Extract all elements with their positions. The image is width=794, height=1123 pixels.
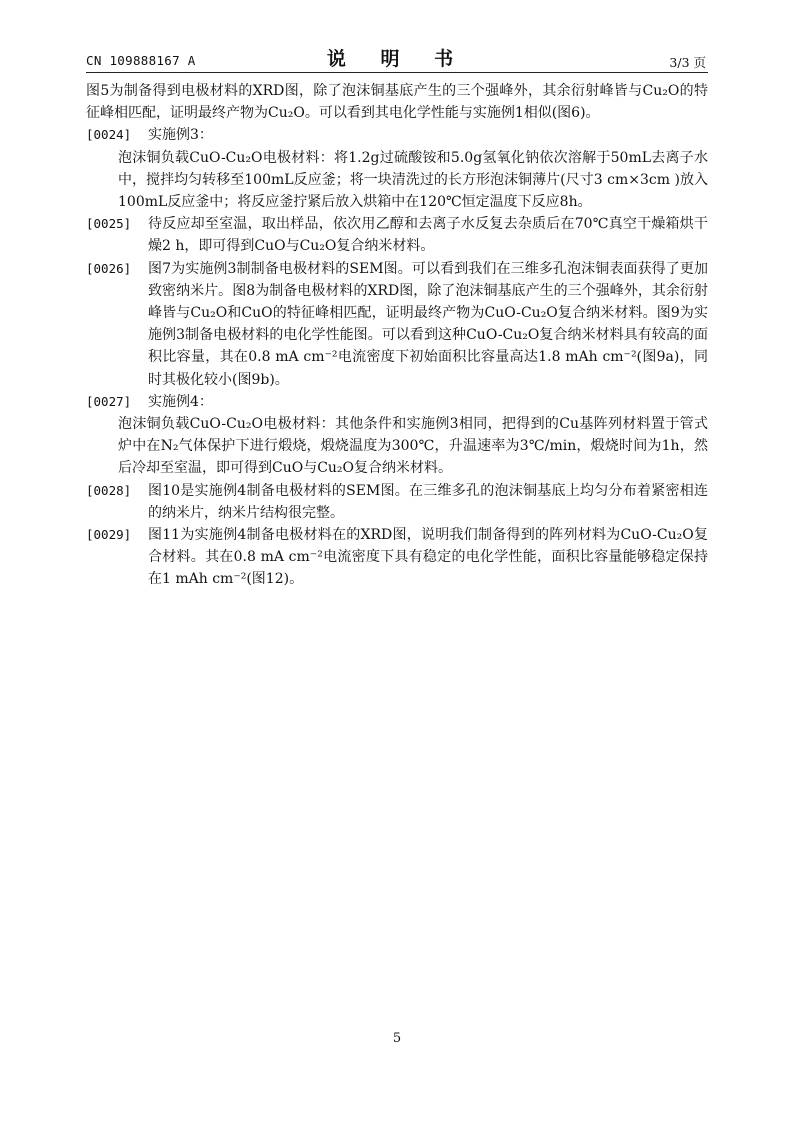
example-4-heading: 实施例4：: [148, 393, 213, 410]
example-3-text: 泡沫铜负载CuO-Cu₂O电极材料：将1.2g过硫酸铵和5.0g氢氧化钠依次溶解于50mL去离子水中，搅拌均匀转移至100mL反应釜；将一块清洗过的长方形泡沫铜薄片(尺寸3 cm×3cm )放入100mL反应釜中；将反应釜拧紧后放入烘箱中在120℃恒定温度下反应8h。: [118, 149, 708, 211]
paragraph-tag: [0029]: [86, 527, 132, 543]
paragraph-text: 待反应却至室温，取出样品，依次用乙醇和去离子水反复去杂质后在70℃真空干燥箱烘干燥2 h，即可得到CuO与Cu₂O复合纳米材料。: [148, 216, 708, 255]
paragraph-intro: 图5为制备得到电极材料的XRD图，除了泡沫铜基底产生的三个强峰外，其余衍射峰皆与Cu₂O的特征峰相匹配，证明最终产物为Cu₂O。可以看到其电化学性能与实施例1相似(图6)。: [86, 83, 708, 122]
paragraph-0025: [86, 213, 708, 257]
patent-number: CN 109888167 A: [86, 53, 196, 68]
paragraph-text: 图10是实施例4制备电极材料的SEM图。在三维多孔的泡沫铜基底上均匀分布着紧密相连的纳米片，纳米片结构很完整。: [148, 482, 708, 521]
description-body: [86, 80, 708, 591]
page-indicator: 3/3 页: [669, 55, 706, 70]
paragraph-text: 图7为实施例3制制备电极材料的SEM图。可以看到我们在三维多孔泡沫铜表面获得了更加致密纳米片。图8为制备电极材料的XRD图，除了泡沫铜基底产生的三个强峰外，其余衍射峰皆与Cu₂O和CuO的特征峰相匹配，证明最终产物为CuO-Cu₂O复合纳米材料。图9为实施例3制备电极材料的电化学性能图。可以看到这种CuO-Cu₂O复合纳米材料具有较高的面积比容量，其在0.8 mA cm⁻²电流密度下初始面积比容量高达1.8 mAh cm⁻²(图9a)，同时其极化较小(图9b)。: [148, 260, 708, 388]
paragraph-tag: [0027]: [86, 393, 132, 409]
page-number: 5: [392, 1031, 402, 1046]
paragraph-0028: [86, 480, 708, 524]
paragraph-tag: [0025]: [86, 216, 132, 232]
header-divider: [86, 72, 708, 73]
paragraph-0026: [86, 258, 708, 391]
paragraph-tag: [0028]: [86, 482, 132, 498]
example-4-text: 泡沫铜负载CuO-Cu₂O电极材料：其他条件和实施例3相同，把得到的Cu基阵列材料置于管式炉中在N₂气体保护下进行煅烧，煅烧温度为300℃，升温速率为3℃/min，煅烧时间为1h，然后冷却至室温，即可得到CuO与Cu₂O复合纳米材料。: [118, 416, 708, 477]
paragraph-tag: [0024]: [86, 127, 132, 143]
example-3-heading: 实施例3：: [148, 127, 213, 144]
page-title: 说 明 书: [326, 48, 468, 70]
paragraph-0029: [86, 524, 708, 591]
paragraph-0027: [86, 391, 708, 413]
paragraph-tag: [0026]: [86, 260, 132, 276]
paragraph-text: 图11为实施例4制备电极材料在的XRD图，说明我们制备得到的阵列材料为CuO-Cu₂O复合材料。其在0.8 mA cm⁻²电流密度下具有稳定的电化学性能，面积比容量能够稳定保持在1 mAh cm⁻²(图12)。: [148, 527, 708, 588]
paragraph-0024: [86, 124, 708, 146]
